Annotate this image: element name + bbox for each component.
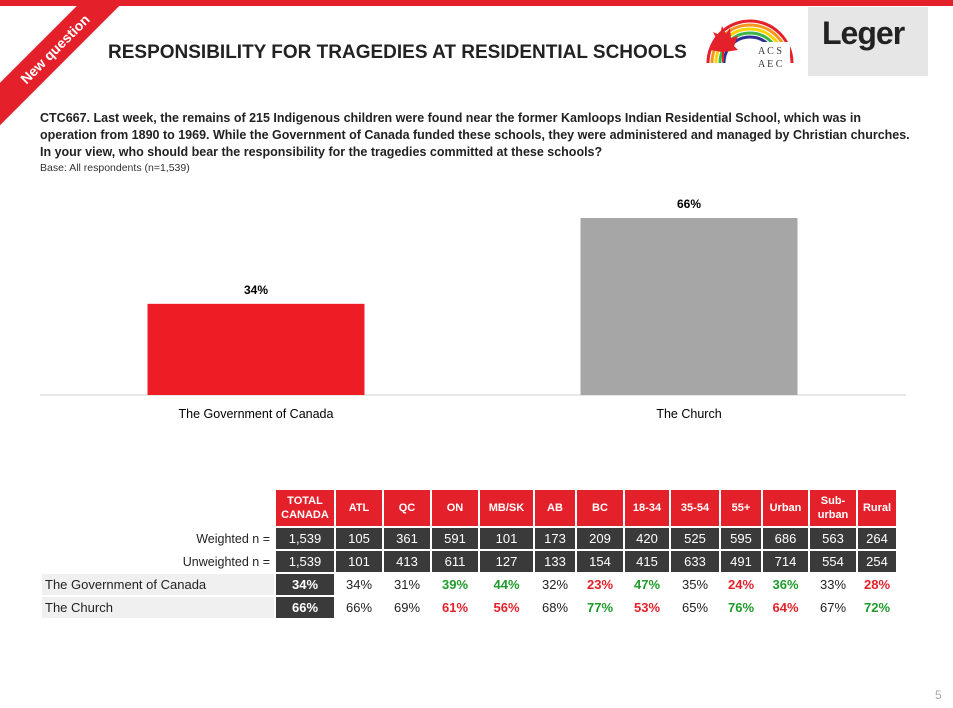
table-cell: 76% (727, 600, 755, 615)
column-header: BC (577, 490, 623, 526)
table-cell: 34% (345, 577, 373, 592)
row-label: The Government of Canada (42, 574, 274, 595)
column-header: Urban (763, 490, 808, 526)
table-cell: 28% (863, 577, 891, 592)
table-cell: 56% (493, 600, 520, 615)
crosstab-table (40, 488, 898, 620)
table-cell: 47% (633, 577, 661, 592)
bar-value-label-0: 34% (243, 282, 269, 297)
table-cell: 415 (625, 551, 669, 572)
bar-value-label-1: 66% (676, 197, 702, 211)
column-header: 35-54 (671, 490, 719, 526)
leger-logo-text: Leger (822, 15, 905, 51)
table-cell: 1,539 (276, 528, 334, 549)
row-label: Unweighted n = (182, 554, 270, 569)
table-row (42, 528, 896, 549)
table-cell: 633 (671, 551, 719, 572)
table-cell: 66% (345, 600, 373, 615)
column-header: Rural (858, 490, 896, 526)
question-text: CTC667. Last week, the remains of 215 Indigenous children were found near the former Kamloops Indian Residential School, which was in operation from 1890 to 1969. While the Government of Canada funded these schools, they were administered and managed by Christian churches. In your view, who should bear the responsibility for the tragedies committed at these schools? (40, 111, 910, 159)
table-cell: 72% (863, 600, 891, 615)
table-header-row (42, 490, 896, 526)
table-cell: 69% (393, 600, 421, 615)
table-cell: 23% (586, 577, 614, 592)
bar-1 (581, 218, 798, 395)
column-header: AB (535, 490, 575, 526)
table-cell: 714 (763, 551, 808, 572)
table-cell: 420 (625, 528, 669, 549)
table-cell: 65% (681, 600, 709, 615)
table-cell: 24% (727, 577, 755, 592)
table-cell: 563 (810, 528, 856, 549)
column-header: 55+ (721, 490, 761, 526)
table-cell: 491 (721, 551, 761, 572)
bar-chart (40, 190, 906, 430)
table-cell: 154 (577, 551, 623, 572)
table-cell: 44% (493, 577, 520, 592)
table-cell: 595 (721, 528, 761, 549)
table-cell: 35% (681, 577, 709, 592)
table-cell: 525 (671, 528, 719, 549)
table-cell: 209 (577, 528, 623, 549)
table-cell: 34% (276, 574, 334, 595)
page-number: 5 (935, 688, 942, 702)
column-header: QC (384, 490, 430, 526)
table-cell: 413 (384, 551, 430, 572)
table-cell: 39% (441, 577, 469, 592)
base-note: Base: All respondents (n=1,539) (40, 162, 190, 174)
acs-aec-logo (700, 8, 800, 76)
top-accent-bar (0, 0, 953, 6)
column-header: MB/SK (480, 490, 533, 526)
table-cell: 554 (810, 551, 856, 572)
table-cell: 173 (535, 528, 575, 549)
page-title: RESPONSIBILITY FOR TRAGEDIES AT RESIDENTIAL SCHOOLS (108, 42, 687, 63)
bar-0 (148, 304, 365, 395)
table-cell: 133 (535, 551, 575, 572)
table-cell: 1,539 (276, 551, 334, 572)
table-cell: 66% (276, 597, 334, 618)
column-header: 18-34 (625, 490, 669, 526)
table-cell: 33% (819, 577, 847, 592)
table-cell: 264 (858, 528, 896, 549)
table-cell: 611 (432, 551, 478, 572)
acs-text: A C S (758, 46, 782, 57)
table-cell: 68% (541, 600, 569, 615)
table-cell: 67% (819, 600, 847, 615)
aec-text: A E C (758, 59, 783, 70)
table-cell: 64% (772, 600, 799, 615)
column-header: ON (432, 490, 478, 526)
table-row (42, 551, 896, 572)
table-cell: 254 (858, 551, 896, 572)
header-blank-cell (42, 490, 274, 526)
table-cell: 32% (541, 577, 569, 592)
new-question-ribbon: New question (0, 0, 133, 127)
column-header: ATL (336, 490, 382, 526)
leger-logo (808, 7, 928, 76)
table-cell: 127 (480, 551, 533, 572)
table-cell: 53% (633, 600, 661, 615)
category-label-1: The Church (656, 407, 722, 421)
table-cell: 36% (772, 577, 799, 592)
table-cell: 101 (480, 528, 533, 549)
table-row (42, 574, 896, 595)
table-cell: 105 (336, 528, 382, 549)
table-cell: 31% (393, 577, 421, 592)
table-row (42, 597, 896, 618)
category-label-0: The Government of Canada (178, 407, 334, 421)
row-label: The Church (42, 597, 274, 618)
table-cell: 361 (384, 528, 430, 549)
column-header: TOTAL CANADA (276, 490, 334, 526)
row-label: Weighted n = (196, 531, 270, 546)
table-cell: 686 (763, 528, 808, 549)
table-cell: 77% (586, 600, 614, 615)
table-cell: 101 (336, 551, 382, 572)
table-cell: 591 (432, 528, 478, 549)
column-header: Sub-urban (810, 490, 856, 526)
table-cell: 61% (441, 600, 469, 615)
